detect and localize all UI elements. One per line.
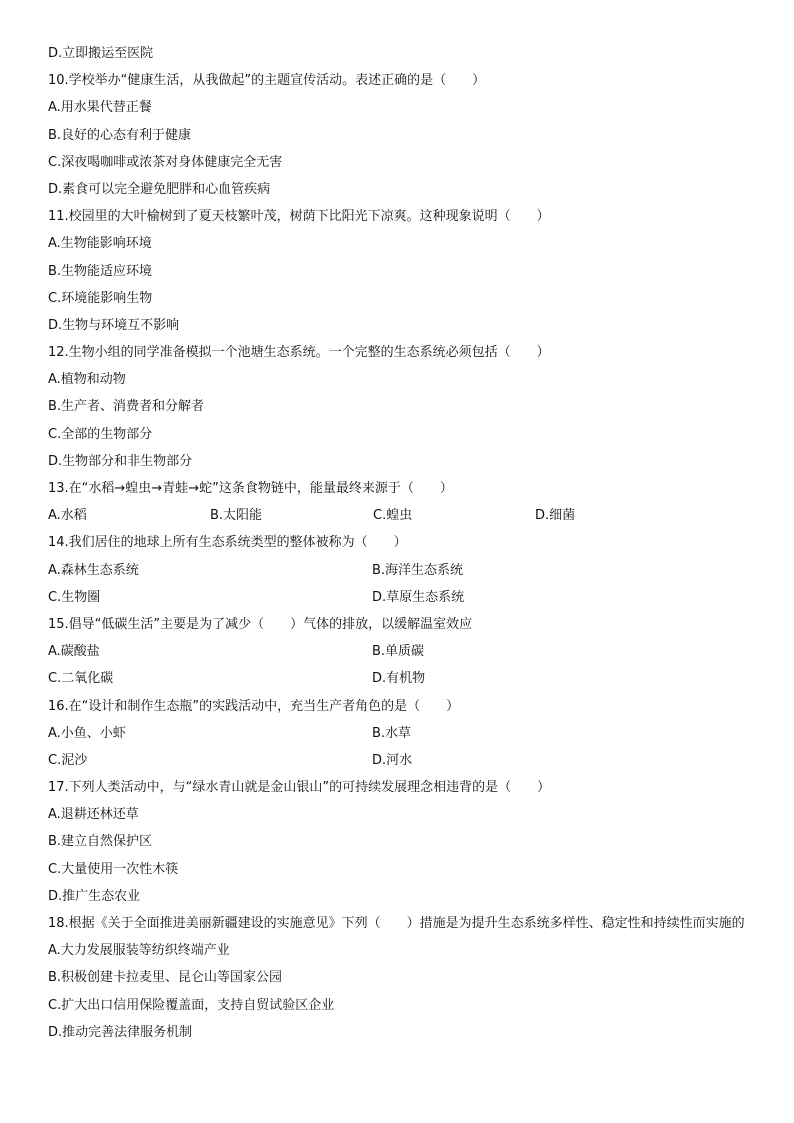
options-row [48,720,758,747]
option-c: C.扩大出口信用保险覆盖面，支持自贸试验区企业 [48,997,335,1013]
option-c: C.大量使用一次性木筷 [48,861,179,877]
option-d: D.推广生态农业 [48,888,141,904]
option-c: C.二氧化碳 [48,671,114,687]
option-a: A.植物和动物 [48,372,126,388]
option-b: B.单质碳 [372,644,425,660]
options-row [48,502,758,529]
option-a: A.退耕还林还草 [48,807,139,823]
question-14: 14.我们居住的地球上所有生态系统类型的整体被称为（ ） [48,535,407,551]
option-b: B.海洋生态系统 [372,562,464,578]
option-b: B.积极创建卡拉麦里、昆仑山等国家公园 [48,970,283,986]
option-c: C.全部的生物部分 [48,426,153,442]
option-a: A.生物能影响环境 [48,236,152,252]
option-d: D.草原生态系统 [372,589,465,605]
option-b: B.生物能适应环境 [48,263,153,279]
option-text: D.立即搬运至医院 [48,46,154,61]
question-10: 10.学校举办“健康生活，从我做起”的主题宣传活动。表述正确的是（ ） [48,73,486,89]
option-d: D.推动完善法律服务机制 [48,1024,193,1040]
option-d: D.河水 [372,752,413,768]
question-18: 18.根据《关于全面推进美丽新疆建设的实施意见》下列（ ）措施是为提升生态系统多样性、稳定性和持续性而实施的 [48,916,745,931]
question-16: 16.在“设计和制作生态瓶”的实践活动中，充当生产者角色的是（ ） [48,698,460,714]
question-12: 12.生物小组的同学准备模拟一个池塘生态系统。一个完整的生态系统必须包括（ ） [48,345,550,361]
option-c: C.泥沙 [48,752,88,768]
option-d: D.素食可以完全避免肥胖和心血管疾病 [48,181,271,197]
option-c: C.深夜喝咖啡或浓茶对身体健康完全无害 [48,154,283,170]
option-b: B.良好的心态有利于健康 [48,127,192,143]
option-b: B.建立自然保护区 [48,834,153,850]
option-d: D.生物与环境互不影响 [48,317,180,333]
option-b: B.水草 [372,725,412,741]
option-a: A.森林生态系统 [48,562,139,578]
option-d: D.生物部分和非生物部分 [48,453,193,469]
option-c: C.生物圈 [48,589,101,605]
option-d: D.有机物 [372,671,426,687]
question-11: 11.校园里的大叶榆树到了夏天枝繁叶茂，树荫下比阳光下凉爽。这种现象说明（ ） [48,209,550,225]
option-b: B.太阳能 [210,508,263,524]
option-a: A.碳酸盐 [48,644,100,660]
option-c: C.环境能影响生物 [48,290,153,306]
option-d: D.细菌 [535,508,576,524]
option-a: A.小鱼、小虾 [48,725,126,741]
options-row [48,638,758,665]
options-row [48,747,758,774]
question-13: 13.在“水稻→蝗虫→青蛙→蛇”这条食物链中，能量最终来源于（ ） [48,481,453,496]
document-page [48,40,758,1046]
option-a: A.大力发展服装等纺织终端产业 [48,943,230,959]
options-row [48,557,758,584]
option-b: B.生产者、消费者和分解者 [48,399,205,415]
option-a: A.水稻 [48,508,87,524]
options-row [48,665,758,692]
question-15: 15.倡导“低碳生活”主要是为了减少（ ）气体的排放，以缓解温室效应 [48,616,473,632]
question-17: 17.下列人类活动中，与“绿水青山就是金山银山”的可持续发展理念相违背的是（ ） [48,780,551,796]
option-a: A.用水果代替正餐 [48,100,152,116]
options-row [48,584,758,611]
option-c: C.蝗虫 [373,508,413,524]
